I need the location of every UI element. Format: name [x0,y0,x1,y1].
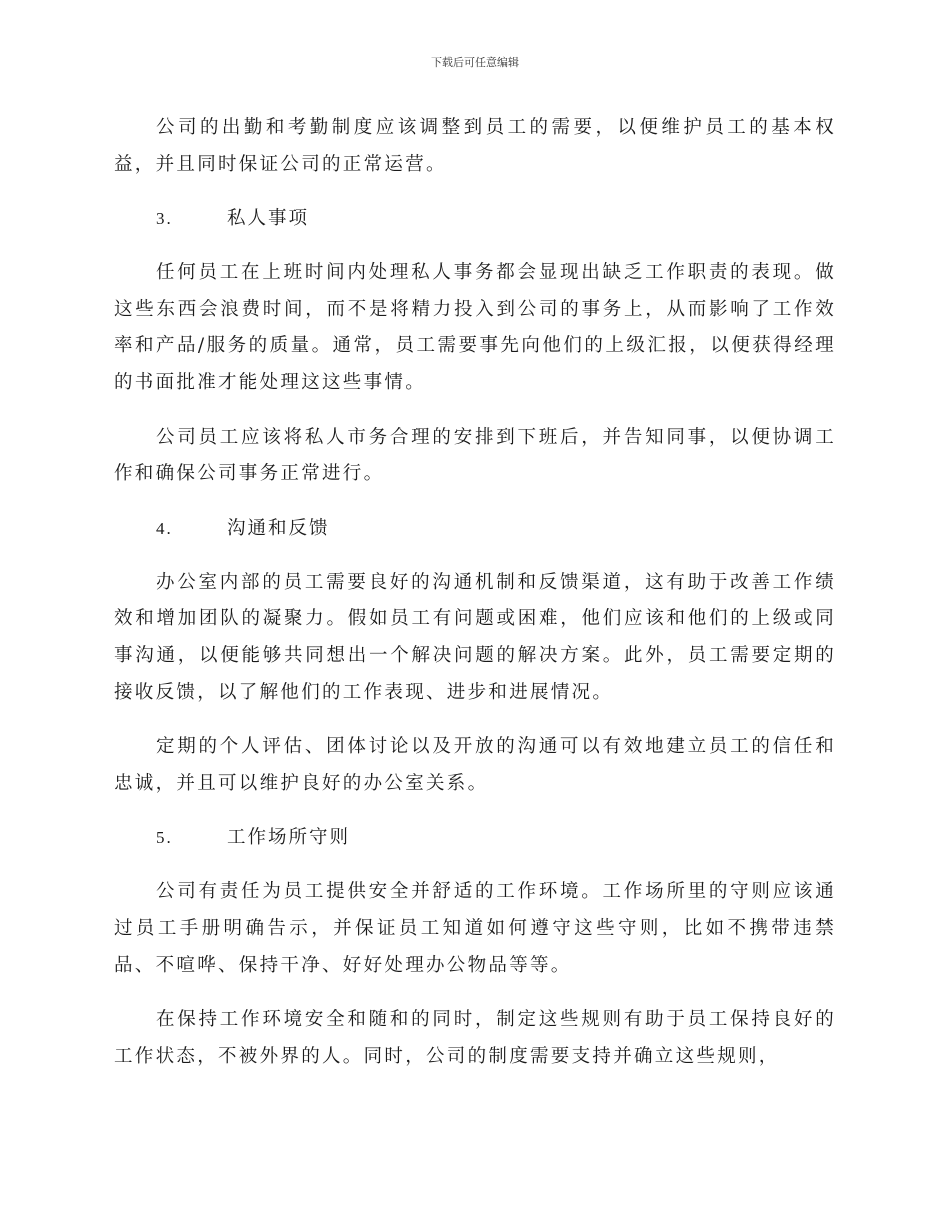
paragraph-evaluation: 定期的个人评估、团体讨论以及开放的沟通可以有效地建立员工的信任和忠诚，并且可以维护良好的办公室关系。 [114,736,836,794]
document-body [114,110,836,1075]
section-title: 私人事项 [227,208,310,230]
paragraph-attendance-policy: 公司的出勤和考勤制度应该调整到员工的需要，以便维护员工的基本权益，并且同时保证公司的正常运营。 [114,117,836,175]
section-heading-4 [114,511,836,548]
section-number: 3. [156,209,173,229]
page-header: 下载后可任意编辑 [431,56,519,69]
section-heading-3 [114,201,836,238]
paragraph-private-matters: 任何员工在上班时间内处理私人事务都会显现出缺乏工作职责的表现。做这些东西会浪费时间，而不是将精力投入到公司的事务上，从而影响了工作效率和产品/服务的质量。通常，员工需要事先向他们的上级汇报，以便获得经理的书面批准才能处理这这些事情。 [114,262,836,393]
section-number: 4. [156,518,173,538]
paragraph-private-matters-arrangement: 公司员工应该将私人市务合理的安排到下班后，并告知同事，以便协调工作和确保公司事务正常进行。 [114,426,836,485]
paragraph-workplace-environment: 在保持工作环境安全和随和的同时，制定这些规则有助于员工保持良好的工作状态，不被外界的人。同时，公司的制度需要支持并确立这些规则， [114,1009,836,1067]
section-number: 5. [156,828,173,848]
paragraph-workplace-rules: 公司有责任为员工提供安全并舒适的工作环境。工作场所里的守则应该通过员工手册明确告示，并保证员工知道如何遵守这些守则，比如不携带违禁品、不喧哗、保持干净、好好处理办公物品等等。 [114,881,836,976]
paragraph-communication: 办公室内部的员工需要良好的沟通机制和反馈渠道，这有助于改善工作绩效和增加团队的凝聚力。假如员工有问题或困难，他们应该和他们的上级或同事沟通，以便能够共同想出一个解决问题的解决方案。此外，员工需要定期的接收反馈，以了解他们的工作表现、进步和进展情况。 [114,571,836,703]
section-title: 沟通和反馈 [227,517,330,539]
section-title: 工作场所守则 [227,827,351,849]
section-heading-5 [114,820,836,857]
